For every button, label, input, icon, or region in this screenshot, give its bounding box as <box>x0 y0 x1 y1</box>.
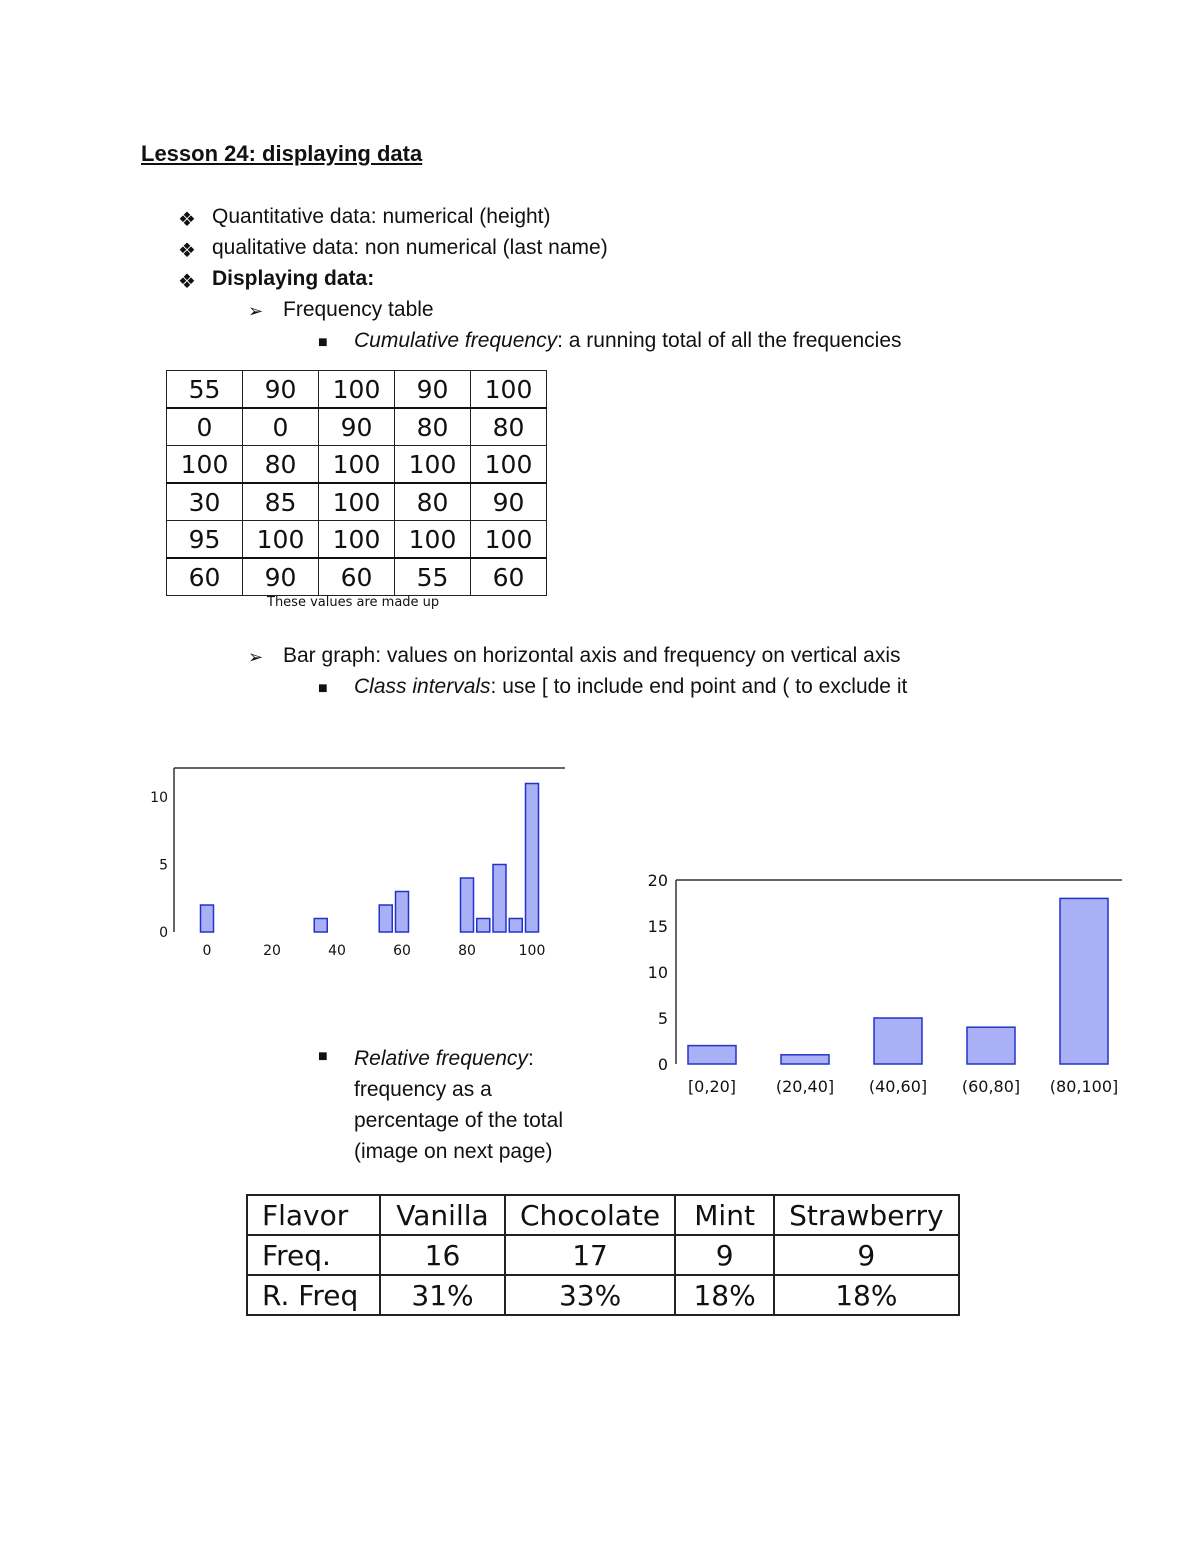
table-cell: 100 <box>319 446 395 484</box>
histogram-bar <box>396 892 409 933</box>
table-cell: 100 <box>471 371 547 409</box>
term: Relative frequency <box>354 1047 528 1070</box>
table-cell: Vanilla <box>380 1195 505 1235</box>
bullet-displaying <box>0 267 1200 295</box>
x-tick-label: 0 <box>202 943 212 959</box>
y-tick-label: 5 <box>159 857 168 874</box>
table-cell: 100 <box>319 371 395 409</box>
x-tick-label: (80,100] <box>1049 1077 1119 1096</box>
sub-bar-graph <box>0 644 1200 672</box>
table-cell: 0 <box>167 408 243 446</box>
table-cell: Flavor <box>247 1195 380 1235</box>
table-cell: Chocolate <box>505 1195 675 1235</box>
y-tick-label: 15 <box>647 917 668 936</box>
table-cell: 90 <box>243 371 319 409</box>
table-cell: 80 <box>243 446 319 484</box>
table-cell: 90 <box>243 558 319 596</box>
table-cell: 55 <box>167 371 243 409</box>
arrow-bullet-icon: ➢ <box>248 301 264 321</box>
table-cell: 80 <box>471 408 547 446</box>
item-cumulative-frequency <box>0 329 1200 357</box>
table-cell: 30 <box>167 483 243 521</box>
table-cell: 18% <box>774 1275 958 1315</box>
x-tick-label: [0,20] <box>687 1077 737 1096</box>
x-tick-label: 20 <box>263 943 281 959</box>
square-bullet-icon: ■ <box>318 680 328 697</box>
histogram-bar <box>477 919 490 933</box>
table-cell: 85 <box>243 483 319 521</box>
x-tick-label: (60,80] <box>961 1077 1021 1096</box>
histogram-bar <box>1060 898 1108 1064</box>
table-cell: 18% <box>675 1275 774 1315</box>
histogram-bar <box>201 905 214 932</box>
table-row <box>167 446 547 484</box>
table-row <box>167 408 547 446</box>
bullet-quantitative <box>0 205 1200 233</box>
definition: : a running total of all the frequencies <box>557 329 902 352</box>
histogram-bar <box>314 919 327 933</box>
table-cell: 90 <box>395 371 471 409</box>
y-tick-label: 10 <box>647 963 668 982</box>
square-bullet-icon: ■ <box>318 334 328 351</box>
table-row <box>247 1275 959 1315</box>
x-tick-label: 40 <box>328 943 346 959</box>
histogram-values-chart <box>140 745 580 980</box>
table-cell: 9 <box>675 1235 774 1275</box>
table-row <box>247 1195 959 1235</box>
table-cell: 100 <box>319 483 395 521</box>
histogram-bar <box>781 1055 829 1064</box>
definition-line: (image on next page) <box>354 1140 553 1163</box>
table-cell: 100 <box>243 521 319 559</box>
y-tick-label: 20 <box>647 871 668 890</box>
values-table <box>166 370 547 596</box>
histogram-bar <box>509 919 522 933</box>
table-cell: 60 <box>471 558 547 596</box>
table-row <box>167 371 547 409</box>
table-row <box>247 1235 959 1275</box>
table-cell: 55 <box>395 558 471 596</box>
diamond-bullet-icon: ❖ <box>178 209 196 231</box>
table-cell: Mint <box>675 1195 774 1235</box>
y-tick-label: 0 <box>657 1055 668 1074</box>
histogram-bar <box>688 1046 736 1064</box>
item-relative-frequency <box>0 1043 620 1173</box>
table-cell: 17 <box>505 1235 675 1275</box>
histogram-bar <box>379 905 392 932</box>
sub-text: Bar graph: values on horizontal axis and frequency on vertical axis <box>283 644 901 667</box>
table-cell: Freq. <box>247 1235 380 1275</box>
sub-text: Frequency table <box>283 298 434 321</box>
item-text <box>354 1043 563 1167</box>
x-tick-label: (40,60] <box>868 1077 928 1096</box>
diamond-bullet-icon: ❖ <box>178 240 196 262</box>
definition: : use [ to include end point and ( to exclude it <box>490 675 908 698</box>
values-caption: These values are made up <box>267 595 440 610</box>
item-class-intervals <box>0 675 1200 703</box>
table-cell: 16 <box>380 1235 505 1275</box>
definition: : <box>527 1047 534 1070</box>
definition-line: percentage of the total <box>354 1109 563 1132</box>
table-cell: 100 <box>395 446 471 484</box>
table-cell: 100 <box>395 521 471 559</box>
item-text <box>354 675 907 699</box>
table-cell: 33% <box>505 1275 675 1315</box>
table-cell: Strawberry <box>774 1195 958 1235</box>
item-text <box>354 329 902 353</box>
term: Class intervals <box>354 675 491 698</box>
table-cell: 100 <box>319 521 395 559</box>
table-cell: 80 <box>395 483 471 521</box>
table-cell: 90 <box>471 483 547 521</box>
term: Cumulative frequency <box>354 329 558 352</box>
table-row <box>167 521 547 559</box>
y-tick-label: 10 <box>150 790 168 806</box>
definition-line: frequency as a <box>354 1078 492 1101</box>
histogram-bar <box>493 865 506 933</box>
table-cell: 95 <box>167 521 243 559</box>
histogram-bar <box>526 784 539 933</box>
bullet-qualitative <box>0 236 1200 264</box>
x-tick-label: (20,40] <box>775 1077 835 1096</box>
x-tick-label: 80 <box>458 943 476 959</box>
table-cell: 80 <box>395 408 471 446</box>
flavor-frequency-table <box>246 1194 960 1316</box>
table-cell: 31% <box>380 1275 505 1315</box>
table-cell: 100 <box>167 446 243 484</box>
bullet-text: Quantitative data: numerical (height) <box>212 205 551 228</box>
table-cell: 0 <box>243 408 319 446</box>
bullet-text: Displaying data: <box>212 267 375 290</box>
y-tick-label: 0 <box>159 925 168 941</box>
page-title: Lesson 24: displaying data <box>141 141 423 166</box>
table-row <box>167 558 547 596</box>
table-cell: 100 <box>471 521 547 559</box>
bullet-text: qualitative data: non numerical (last name) <box>212 236 608 259</box>
table-cell: 60 <box>167 558 243 596</box>
table-cell: 60 <box>319 558 395 596</box>
histogram-bar <box>874 1018 922 1064</box>
diamond-bullet-icon: ❖ <box>178 271 196 293</box>
table-cell: 100 <box>471 446 547 484</box>
histogram-bar <box>461 878 474 932</box>
arrow-bullet-icon: ➢ <box>248 647 264 667</box>
sub-frequency-table <box>0 298 1200 326</box>
table-cell: 90 <box>319 408 395 446</box>
histogram-intervals-chart <box>630 848 1130 1138</box>
square-bullet-icon: ■ <box>318 1048 328 1065</box>
x-tick-label: 100 <box>518 943 546 959</box>
y-tick-label: 5 <box>657 1009 668 1028</box>
x-tick-label: 60 <box>393 943 411 959</box>
histogram-bar <box>967 1027 1015 1064</box>
table-cell: R. Freq <box>247 1275 380 1315</box>
table-cell: 9 <box>774 1235 958 1275</box>
table-row <box>167 483 547 521</box>
